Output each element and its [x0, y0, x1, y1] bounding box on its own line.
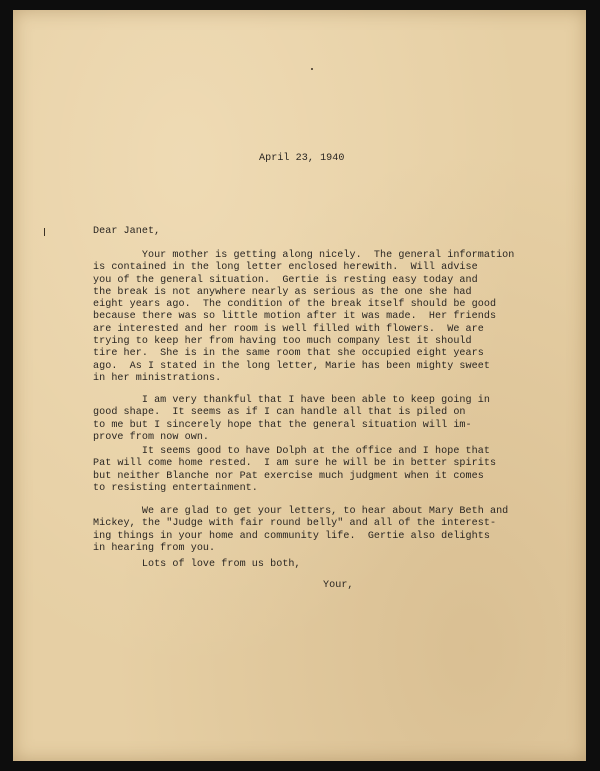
ink-speck	[311, 68, 313, 70]
letter-paragraph-3: It seems good to have Dolph at the office and I hope that Pat will come home rested. I am sure he will be in better spirits but neither Blanche nor Pat exercise much judgment when it comes to resisting entertainment.	[93, 446, 497, 494]
letter-signoff: Your,	[323, 580, 354, 591]
letter-page	[13, 10, 586, 761]
letter-date: April 23, 1940	[259, 153, 345, 164]
ink-speck	[44, 228, 45, 236]
letter-paragraph-4: We are glad to get your letters, to hear about Mary Beth and Mickey, the "Judge with fair round belly" and all of the interest- ing things in your home and community life. Gertie also delights in hearing from you.	[93, 506, 509, 554]
letter-paragraph-1: Your mother is getting along nicely. The general information is contained in the long letter enclosed herewith. Will advise you of the general situation. Gertie is resting easy today and the break is not anywhere nearly as serious as the one she had eight years ago. The condition of the break itself should be good because there was so little motion after it was made. Her friends are interested and her room is well filled with flowers. We are trying to keep her from having too much company lest it should tire her. She is in the same room that she occupied eight years ago. As I stated in the long letter, Marie has been mighty sweet in her ministrations.	[93, 250, 515, 384]
letter-closing: Lots of love from us both,	[93, 559, 301, 570]
letter-paragraph-2: I am very thankful that I have been able to keep going in good shape. It seems as if I can handle all that is piled on to me but I sincerely hope that the general situation will im- prove from now own.	[93, 395, 490, 443]
letter-salutation: Dear Janet,	[93, 226, 161, 237]
